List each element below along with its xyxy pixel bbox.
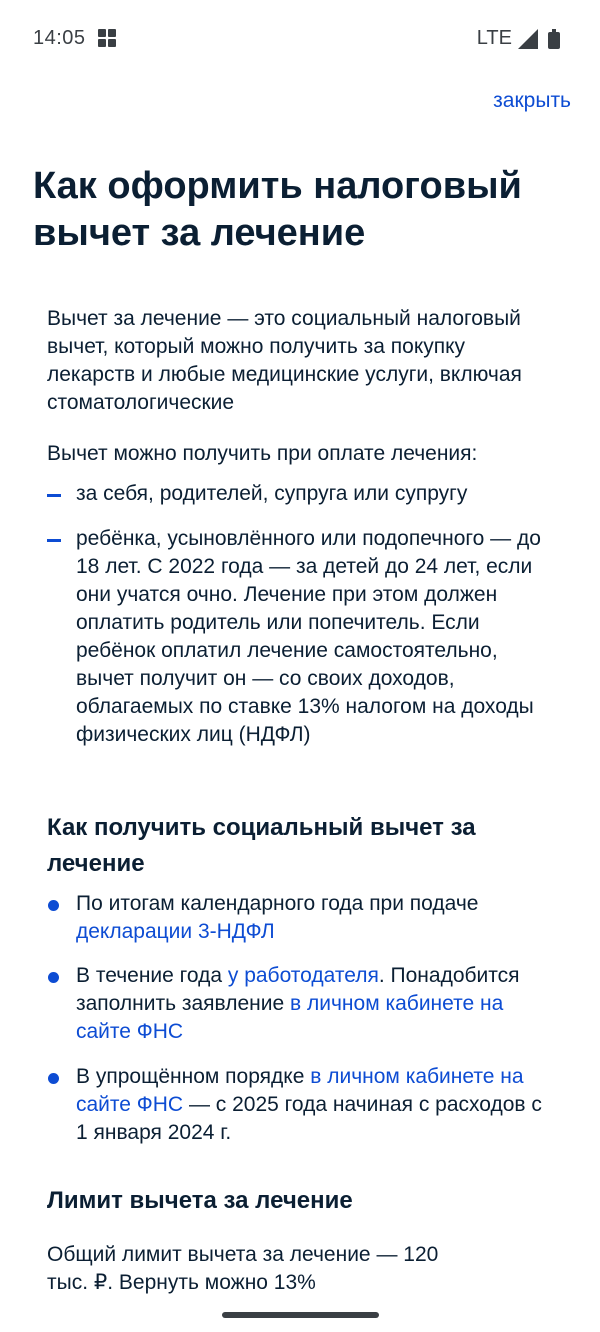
article-content xyxy=(47,305,547,1294)
item-text: В течение года xyxy=(76,964,228,987)
bullet-dot xyxy=(48,1073,59,1084)
list-item xyxy=(47,480,546,508)
lead-text: Вычет можно получить при оплате лечения: xyxy=(47,442,478,465)
section-title-limit: Лимит вычета за лечение xyxy=(47,1187,353,1214)
item-text: По итогам календарного года при подаче xyxy=(76,892,479,915)
list-item-text: ребёнка, усыновлённого или подопечного — до 18 лет. С 2022 года — за детей до 24 лет, если они учатся очно. Лечение при этом должен оплатить родитель или попечитель. Если ребёнок оплатил лечение самостоятельно, вычет получит он — со своих доходов, облагаемых по ставке 13% налогом на доходы физических лиц (НДФЛ) xyxy=(76,527,541,746)
item-text: В упрощённом порядке xyxy=(76,1065,311,1088)
item-text: — с 2025 года начиная с расходов с 1 января 2024 г. xyxy=(76,1093,542,1144)
close-link[interactable]: закрыть xyxy=(493,89,571,112)
status-time: 14:05 xyxy=(33,27,86,49)
network-label: LTE xyxy=(476,27,512,49)
status-right xyxy=(477,27,560,50)
status-bar xyxy=(0,0,600,76)
list-item xyxy=(47,890,556,946)
bullet-dot xyxy=(48,900,59,911)
page-title-line1: Как оформить налоговый xyxy=(33,165,522,207)
bullet-dot xyxy=(48,972,59,983)
signal-icon xyxy=(518,29,538,49)
home-indicator[interactable] xyxy=(222,1312,379,1318)
employer-link[interactable]: у работодателя xyxy=(227,964,379,987)
list-item xyxy=(47,962,556,1046)
fns-cabinet-link-simplified[interactable]: в личном кабинете на сайте ФНС xyxy=(76,1065,524,1116)
page-title xyxy=(33,163,573,257)
page-title-line2: вычет за лечение xyxy=(33,212,366,254)
dash-marker xyxy=(47,494,61,497)
intro-text: Вычет за лечение — это социальный налоговый вычет, который можно получить за покупку лекарств и любые медицинские услуги, включая стоматологические xyxy=(47,307,522,414)
item-text: . Понадобится заполнить заявление xyxy=(76,964,520,1015)
app-grid-icon xyxy=(98,29,116,47)
limit-text: Общий лимит вычета за лечение — 120 тыс. ₽. Вернуть можно 13% xyxy=(47,1243,439,1294)
declaration-link[interactable]: декларации 3-НДФЛ xyxy=(76,920,275,943)
list-item-text: за себя, родителей, супруга или супругу xyxy=(76,482,468,505)
list-item xyxy=(47,1063,556,1147)
section-title-how: Как получить социальный вычет за лечение xyxy=(47,814,476,877)
list-item xyxy=(47,525,546,749)
dash-marker xyxy=(47,539,61,542)
fns-cabinet-link[interactable]: в личном кабинете на сайте ФНС xyxy=(76,992,504,1043)
battery-icon xyxy=(548,29,560,49)
